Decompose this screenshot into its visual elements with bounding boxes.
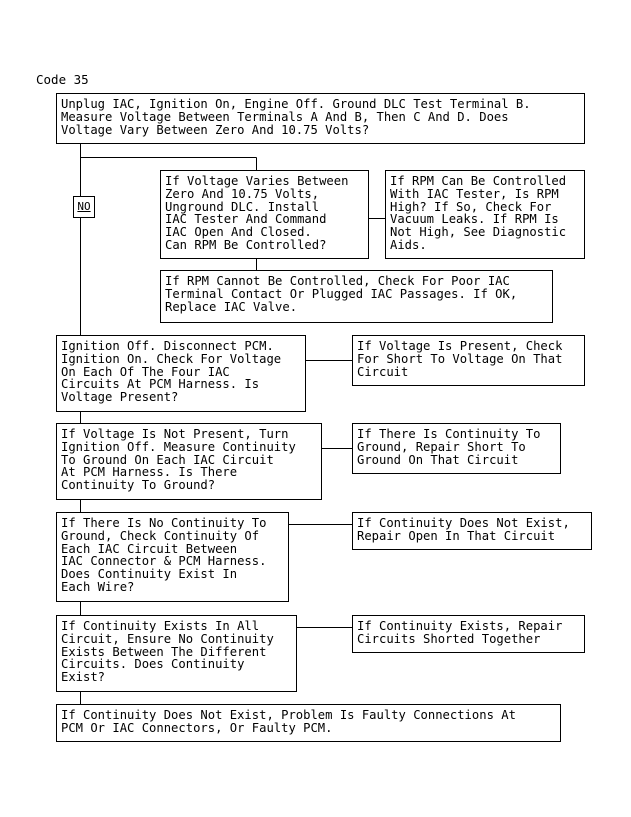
step-5-box: If Continuity Exists In All Circuit, Ensure No Continuity Exists Between The Different Circuits. Does Continuity Exist?	[56, 615, 297, 692]
rpm-not-controlled-box: If RPM Cannot Be Controlled, Check For Poor IAC Terminal Contact Or Plugged IAC Passages. If OK, Replace IAC Valve.	[160, 270, 553, 323]
page-title: Code 35	[36, 72, 89, 87]
step-1-box: Unplug IAC, Ignition On, Engine Off. Ground DLC Test Terminal B. Measure Voltage Between Terminals A And B, Then C And D. Does Voltage Vary Between Zero And 10.75 Volts?	[56, 93, 585, 144]
step-4-box: If There Is No Continuity To Ground, Check Continuity Of Each IAC Circuit Between IAC Connector & PCM Harness. Does Continuity Exist In Each Wire?	[56, 512, 289, 602]
no-continuity-box: If Continuity Does Not Exist, Repair Open In That Circuit	[352, 512, 592, 550]
voltage-varies-box: If Voltage Varies Between Zero And 10.75 Volts, Unground DLC. Install IAC Tester And Command IAC Open And Closed. Can RPM Be Controlled?	[160, 170, 369, 259]
step-2-box: Ignition Off. Disconnect PCM. Ignition On. Check For Voltage On Each Of The Four IAC Circuits At PCM Harness. Is Voltage Present?	[56, 335, 306, 412]
voltage-present-box: If Voltage Is Present, Check For Short To Voltage On That Circuit	[352, 335, 585, 386]
continuity-ground-box: If There Is Continuity To Ground, Repair Short To Ground On That Circuit	[352, 423, 561, 474]
rpm-controlled-box: If RPM Can Be Controlled With IAC Tester, Is RPM High? If So, Check For Vacuum Leaks. If RPM Is Not High, See Diagnostic Aids.	[385, 170, 585, 259]
shorted-together-box: If Continuity Exists, Repair Circuits Shorted Together	[352, 615, 585, 653]
no-branch-label: NO	[73, 196, 95, 218]
step-3-box: If Voltage Is Not Present, Turn Ignition Off. Measure Continuity To Ground On Each IAC Circuit At PCM Harness. Is There Continuity To Ground?	[56, 423, 322, 500]
step-6-box: If Continuity Does Not Exist, Problem Is Faulty Connections At PCM Or IAC Connectors, Or Faulty PCM.	[56, 704, 561, 742]
